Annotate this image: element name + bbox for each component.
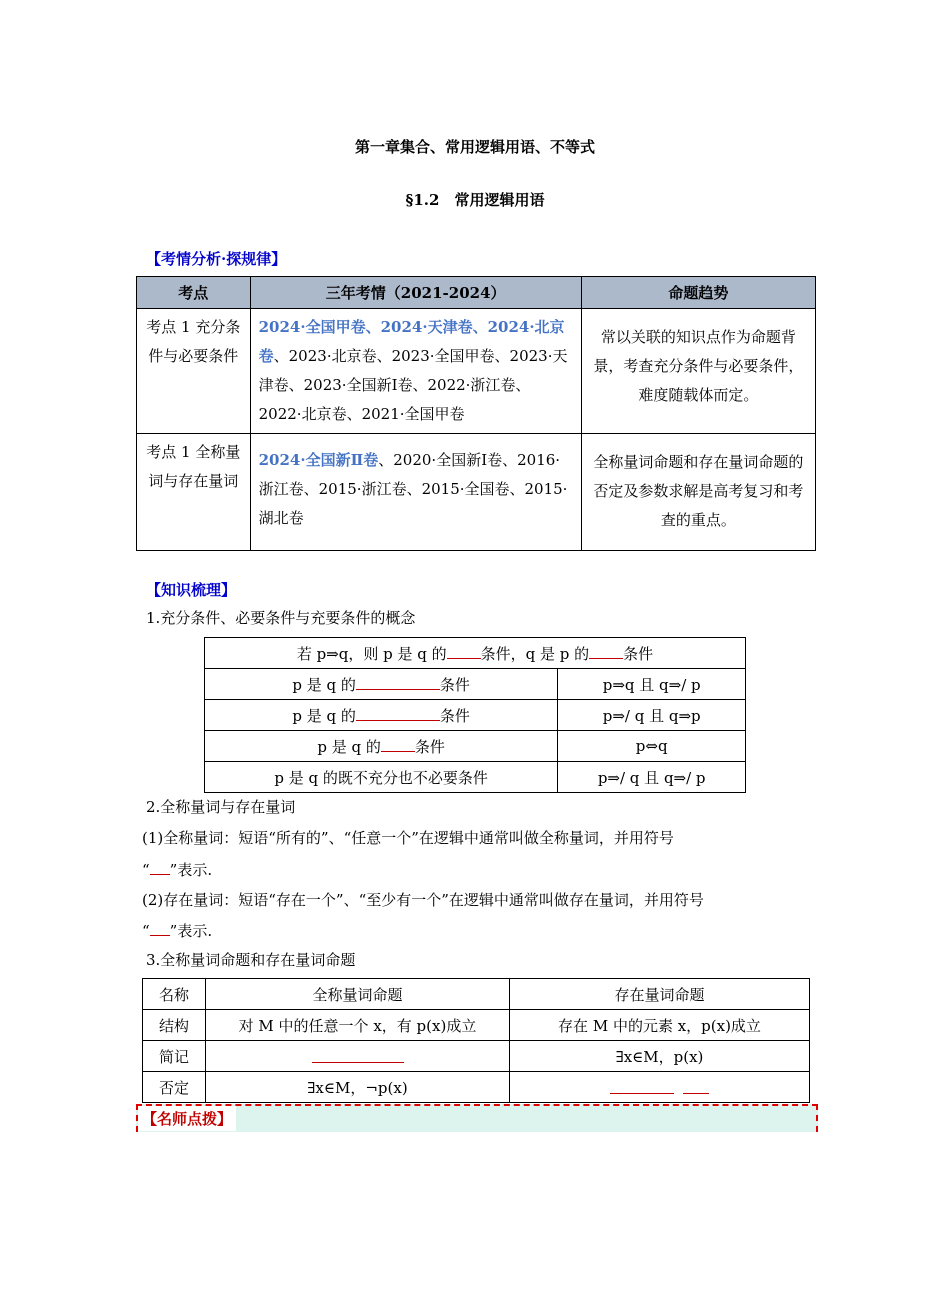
- recent-exams: 2024·全国甲卷、2024·天津卷、2024·北京卷: [258, 318, 565, 365]
- condition-text: p 是 q 的: [292, 707, 356, 725]
- trend-cell: 常以关联的知识点作为命题背景，考查充分条件与必要条件，难度随载体而定。: [581, 309, 815, 434]
- table-row: [205, 669, 746, 700]
- point-cell: 考点 1 全称量词与存在量词: [137, 434, 251, 551]
- answer-blank[interactable]: [150, 919, 170, 936]
- trend-cell: 全称量词命题和存在量词命题的否定及参数求解是高考复习和考查的重点。: [581, 434, 815, 551]
- item2-universal-symbol-line: [142, 858, 212, 880]
- quote-open: “: [142, 861, 150, 879]
- table-row: [205, 762, 746, 793]
- condition-cell: p 是 q 的既不充分也不必要条件: [205, 762, 558, 793]
- table-row: [143, 1072, 810, 1103]
- universal-cell: ∃x∈M，¬p(x): [206, 1072, 510, 1103]
- answer-blank[interactable]: [447, 642, 481, 659]
- history-cell: [250, 309, 581, 434]
- exam-analysis-table: [136, 276, 816, 551]
- tip-label: 【名师点拨】: [138, 1106, 236, 1131]
- quantifier-table: [142, 978, 810, 1103]
- quote-close: ”表示.: [169, 861, 213, 879]
- answer-blank[interactable]: [356, 704, 440, 721]
- row-name: 简记: [143, 1041, 206, 1072]
- implication-cell: p⇒q 且 q⇒/ p: [558, 669, 746, 700]
- header-cell: 名称: [143, 979, 206, 1010]
- table-header-row: [137, 277, 816, 309]
- knowledge-heading: 【知识梳理】: [146, 581, 237, 599]
- table-row: [137, 434, 816, 551]
- item2-title: 2.全称量词与存在量词: [146, 798, 296, 816]
- point-cell: 考点 1 充分条件与必要条件: [137, 309, 251, 434]
- condition-cell: [205, 669, 558, 700]
- table-row: [143, 1010, 810, 1041]
- chapter-title: 第一章集合、常用逻辑用语、不等式: [354, 138, 595, 156]
- header-cell: 全称量词命题: [206, 979, 510, 1010]
- past-exams: 、2023·北京卷、2023·全国甲卷、2023·天津卷、2023·全国新Ⅰ卷、2022·浙江卷、2022·北京卷、2021·全国甲卷: [258, 347, 568, 423]
- implication-cell: p⇒/ q 且 q⇒p: [558, 700, 746, 731]
- condition-text: p 是 q 的: [317, 738, 381, 756]
- condition-cell: [205, 700, 558, 731]
- universal-cell: 对 M 中的任意一个 x，有 p(x)成立: [206, 1010, 510, 1041]
- answer-blank[interactable]: [312, 1046, 404, 1063]
- past-exams: 、2020·全国新Ⅰ卷、2016·浙江卷、2015·浙江卷、2015·全国卷、2015·湖北卷: [258, 451, 568, 527]
- row-name: 否定: [143, 1072, 206, 1103]
- existential-cell: 存在 M 中的元素 x，p(x)成立: [510, 1010, 810, 1041]
- teacher-tip-box: [136, 1104, 818, 1132]
- table-row: [143, 1041, 810, 1072]
- analysis-heading: 【考情分析·探规律】: [146, 250, 287, 268]
- table-row: [137, 309, 816, 434]
- table-row: [205, 638, 746, 669]
- item2-existential-text: (2)存在量词：短语“存在一个”、“至少有一个”在逻辑中通常叫做存在量词，并用符号: [142, 891, 704, 909]
- item3-title: 3.全称量词命题和存在量词命题: [146, 951, 356, 969]
- quote-open: “: [142, 922, 150, 940]
- implication-cell: p⇒/ q 且 q⇒/ p: [558, 762, 746, 793]
- table-row: [205, 700, 746, 731]
- condition-text: 条件: [439, 707, 470, 725]
- condition-statement: [205, 638, 746, 669]
- statement-text: 条件，q 是 p 的: [480, 645, 590, 663]
- existential-cell: ∃x∈M，p(x): [510, 1041, 810, 1072]
- statement-text: 条件: [623, 645, 654, 663]
- table-header-row: [143, 979, 810, 1010]
- answer-blank[interactable]: [589, 642, 623, 659]
- implication-cell: p⇔q: [558, 731, 746, 762]
- answer-blank[interactable]: [683, 1077, 709, 1094]
- answer-blank[interactable]: [381, 735, 415, 752]
- statement-text: 若 p⇒q，则 p 是 q 的: [296, 645, 447, 663]
- universal-cell: [206, 1041, 510, 1072]
- table-row: [205, 731, 746, 762]
- condition-table: [204, 637, 746, 793]
- answer-blank[interactable]: [150, 858, 170, 875]
- row-name: 结构: [143, 1010, 206, 1041]
- quote-close: ”表示.: [169, 922, 213, 940]
- item1-title: 1.充分条件、必要条件与充要条件的概念: [146, 609, 416, 627]
- section-title: §1.2 常用逻辑用语: [405, 191, 545, 209]
- condition-text: 条件: [414, 738, 445, 756]
- answer-blank[interactable]: [610, 1077, 674, 1094]
- condition-cell: [205, 731, 558, 762]
- item2-existential-symbol-line: [142, 919, 212, 941]
- header-cell: 考点: [137, 277, 251, 309]
- condition-text: 条件: [439, 676, 470, 694]
- condition-text: p 是 q 的: [292, 676, 356, 694]
- header-cell: 三年考情（2021-2024）: [250, 277, 581, 309]
- existential-cell: [510, 1072, 810, 1103]
- history-cell: [250, 434, 581, 551]
- answer-blank[interactable]: [356, 673, 440, 690]
- header-cell: 存在量词命题: [510, 979, 810, 1010]
- header-cell: 命题趋势: [581, 277, 815, 309]
- item2-universal-text: (1)全称量词：短语“所有的”、“任意一个”在逻辑中通常叫做全称量词，并用符号: [142, 829, 674, 847]
- recent-exams: 2024·全国新Ⅱ卷: [258, 451, 379, 469]
